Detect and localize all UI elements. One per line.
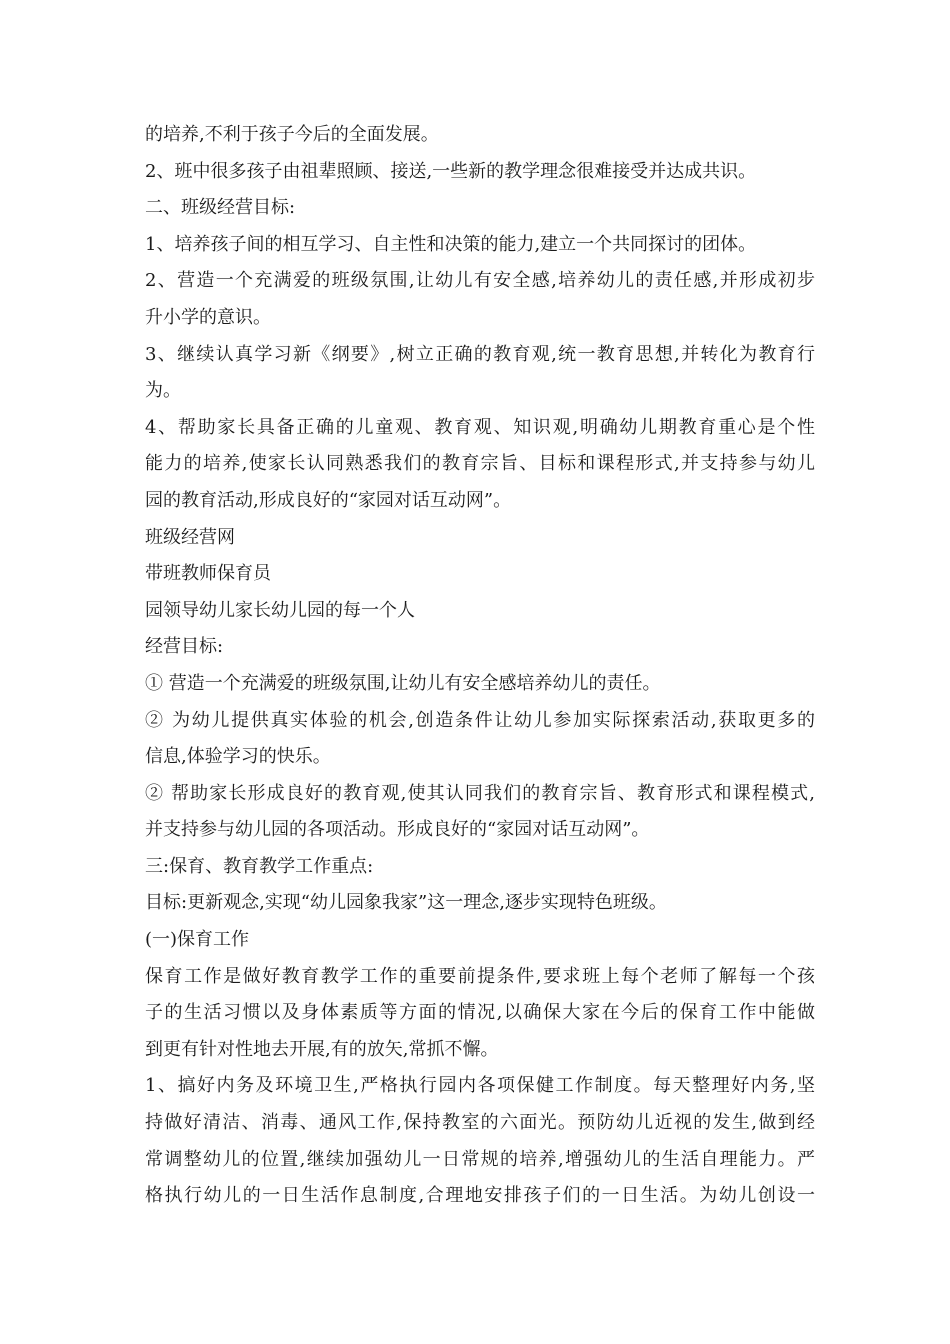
paragraph-line: 4、帮助家长具备正确的儿童观、教育观、知识观,明确幼儿期教育重心是个性 — [145, 416, 815, 438]
paragraph-line: 1、搞好内务及环境卫生,严格执行园内各项保健工作制度。每天整理好内务,坚 — [145, 1075, 815, 1097]
paragraph-line: 3、继续认真学习新《纲要》,树立正确的教育观,统一教育思想,并转化为教育行 — [145, 343, 815, 365]
paragraph-line: 能力的培养,使家长认同熟悉我们的教育宗旨、目标和课程形式,并支持参与幼儿 — [145, 453, 815, 475]
paragraph-line: 三:保育、教育教学工作重点: — [145, 855, 374, 877]
paragraph-line: 班级经营网 — [145, 526, 235, 548]
paragraph-line: 常调整幼儿的位置,继续加强幼儿一日常规的培养,增强幼儿的生活自理能力。严 — [145, 1148, 815, 1170]
paragraph-line: 带班教师保育员 — [145, 563, 271, 585]
paragraph-line: 目标:更新观念,实现“幼儿园象我家”这一理念,逐步实现特色班级。 — [145, 892, 667, 914]
paragraph-line: 持做好清洁、消毒、通风工作,保持教室的六面光。预防幼儿近视的发生,做到经 — [145, 1112, 815, 1134]
paragraph-line: ② 为幼儿提供真实体验的机会,创造条件让幼儿参加实际探索活动,获取更多的 — [145, 709, 815, 731]
paragraph-line: 并支持参与幼儿园的各项活动。形成良好的“家园对话互动网”。 — [145, 819, 650, 841]
paragraph-line: 园的教育活动,形成良好的“家园对话互动网”。 — [145, 489, 512, 511]
paragraph-line: 二、班级经营目标: — [145, 197, 296, 219]
paragraph-line: 保育工作是做好教育教学工作的重要前提条件,要求班上每个老师了解每一个孩 — [145, 965, 815, 987]
paragraph-line: 园领导幼儿家长幼儿园的每一个人 — [145, 599, 415, 621]
paragraph-line: 升小学的意识。 — [145, 306, 271, 328]
paragraph-line: (一)保育工作 — [145, 929, 250, 951]
paragraph-line: 的培养,不利于孩子今后的全面发展。 — [145, 124, 439, 145]
paragraph-line: 2、班中很多孩子由祖辈照顾、接送,一些新的教学理念很难接受并达成共识。 — [145, 160, 757, 182]
paragraph-line: ② 帮助家长形成良好的教育观,使其认同我们的教育宗旨、教育形式和课程模式, — [145, 782, 815, 804]
paragraph-line: ① 营造一个充满爱的班级氛围,让幼儿有安全感培养幼儿的责任。 — [145, 672, 661, 694]
paragraph-line: 经营目标: — [145, 636, 224, 658]
paragraph-line: 格执行幼儿的一日生活作息制度,合理地安排孩子们的一日生活。为幼儿创设一 — [145, 1185, 815, 1207]
paragraph-line: 信息,体验学习的快乐。 — [145, 746, 331, 768]
paragraph-line: 为。 — [145, 380, 181, 402]
paragraph-line: 2、营造一个充满爱的班级氛围,让幼儿有安全感,培养幼儿的责任感,并形成初步 — [145, 270, 815, 292]
paragraph-line: 1、培养孩子间的相互学习、自主性和决策的能力,建立一个共同探讨的团体。 — [145, 233, 757, 255]
paragraph-line: 子的生活习惯以及身体素质等方面的情况,以确保大家在今后的保育工作中能做 — [145, 1002, 815, 1024]
paragraph-line: 到更有针对性地去开展,有的放矢,常抓不懈。 — [145, 1038, 499, 1060]
document-body — [145, 117, 815, 1215]
